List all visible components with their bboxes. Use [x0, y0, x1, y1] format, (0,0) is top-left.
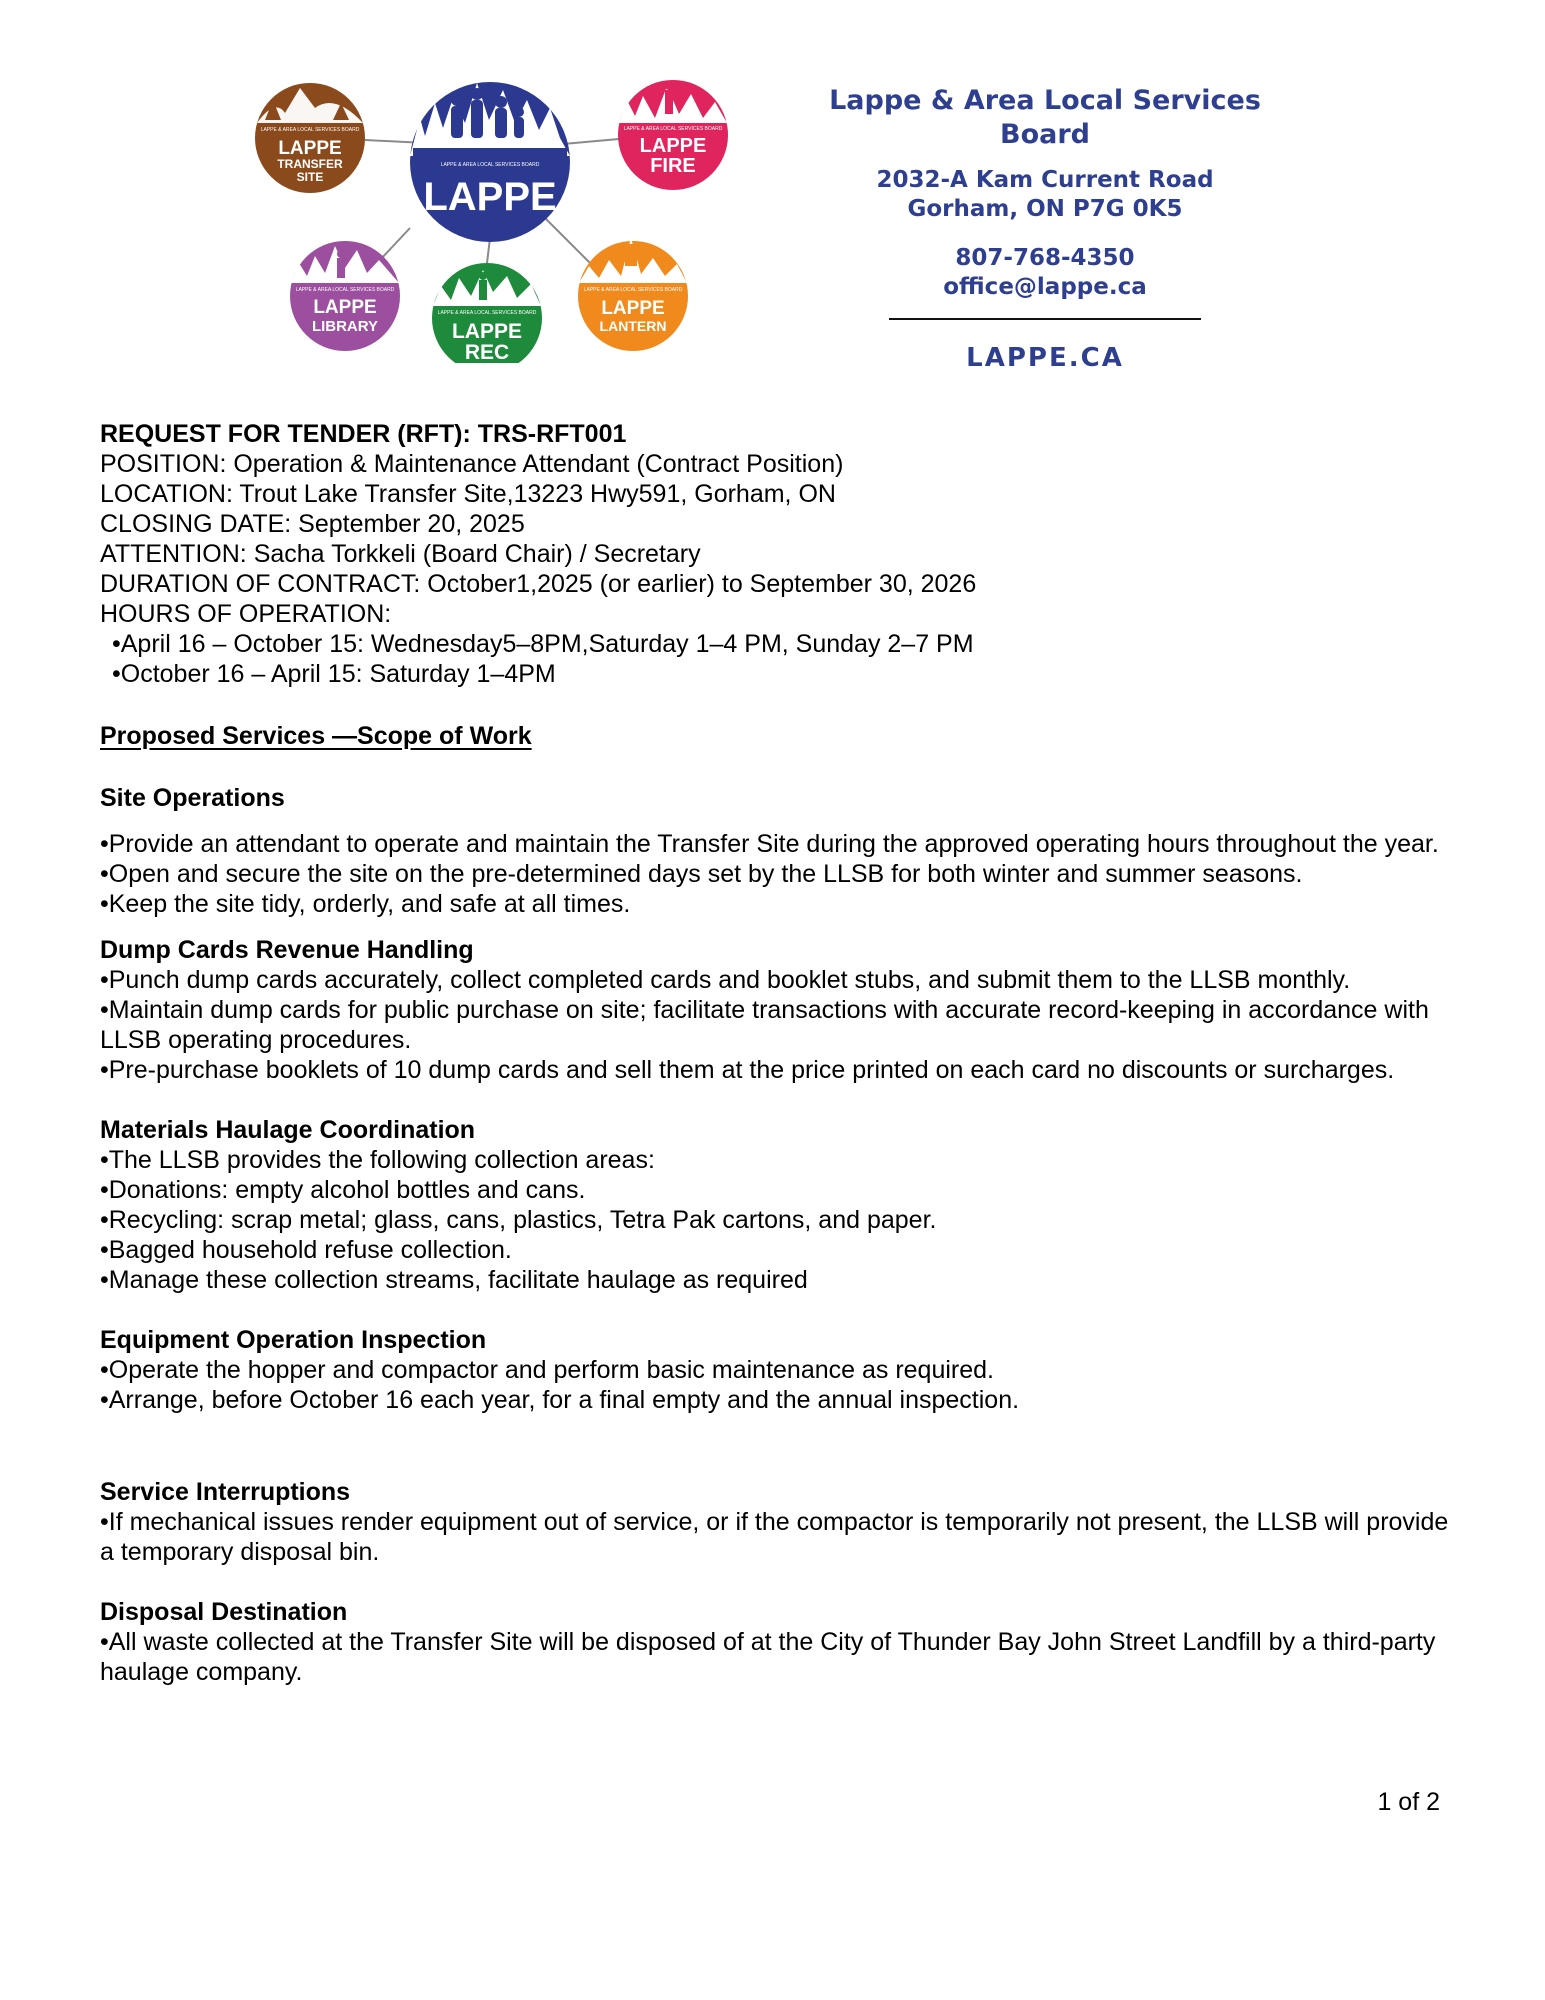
page-number: 1 of 2 — [1377, 1788, 1440, 1816]
organization-email: office@lappe.ca — [943, 274, 1147, 300]
organization-city: Gorham, ON P7G 0K5 — [907, 196, 1183, 222]
list-item: •If mechanical issues render equipment out of service, or if the compactor is temporarily not present, the LLSB will provide a temporary disposal bin. — [100, 1508, 1449, 1566]
rft-location: LOCATION: Trout Lake Transfer Site,13223 Hwy591, Gorham, ON — [100, 480, 836, 508]
svg-text:LAPPE: LAPPE — [423, 175, 557, 219]
rft-position: POSITION: Operation & Maintenance Attendant (Contract Position) — [100, 450, 844, 478]
list-item: •Provide an attendant to operate and maintain the Transfer Site during the approved operating hours throughout the year. — [100, 830, 1439, 858]
svg-text:LAPPE: LAPPE — [451, 320, 523, 343]
lappe-fire-logo — [618, 80, 728, 190]
rft-title: REQUEST FOR TENDER (RFT): TRS-RFT001 — [100, 420, 627, 448]
svg-text:LAPPE & AREA LOCAL SERVICES BO: LAPPE & AREA LOCAL SERVICES BOARD — [583, 287, 683, 293]
organization-name: Lappe & Area Local Services Board — [829, 85, 1261, 150]
rft-closing-date: CLOSING DATE: September 20, 2025 — [100, 510, 525, 538]
svg-text:LIBRARY: LIBRARY — [311, 318, 379, 335]
svg-text:LAPPE: LAPPE — [639, 135, 707, 157]
svg-text:LAPPE & AREA LOCAL SERVICES BO: LAPPE & AREA LOCAL SERVICES BOARD — [295, 287, 395, 293]
lappe-main-logo — [410, 82, 570, 242]
rft-duration: DURATION OF CONTRACT: October1,2025 (or earlier) to September 30, 2026 — [100, 570, 977, 598]
svg-text:REC: REC — [464, 341, 510, 363]
list-item: •Maintain dump cards for public purchase on site; facilitate transactions with accurate record-keeping in accordance with LLSB operating procedures. — [100, 996, 1429, 1054]
section-heading-site-operations: Site Operations — [100, 784, 285, 812]
list-item: •Keep the site tidy, orderly, and safe at all times. — [100, 890, 631, 918]
section-heading-dump-cards: Dump Cards Revenue Handling — [100, 936, 474, 964]
list-item: •Open and secure the site on the pre-determined days set by the LLSB for both winter and summer seasons. — [100, 860, 1303, 888]
document-body — [100, 419, 1460, 1687]
svg-text:TRANSFER: TRANSFER — [277, 157, 343, 171]
lappe-transfer-site-logo — [255, 83, 365, 193]
lappe-rec-logo — [432, 263, 542, 363]
scope-heading: Proposed Services —Scope of Work — [100, 722, 532, 750]
list-item: •Manage these collection streams, facilitate haulage as required — [100, 1266, 808, 1294]
list-item: •Arrange, before October 16 each year, for a final empty and the annual inspection. — [100, 1386, 1020, 1414]
section-heading-disposal: Disposal Destination — [100, 1598, 348, 1626]
section-heading-equipment: Equipment Operation Inspection — [100, 1326, 487, 1354]
logo-cluster — [245, 78, 745, 363]
section-heading-haulage: Materials Haulage Coordination — [100, 1116, 476, 1144]
rft-hours-summer: •April 16 – October 15: Wednesday5–8PM,Saturday 1–4 PM, Sunday 2–7 PM — [112, 630, 974, 658]
svg-text:LAPPE: LAPPE — [601, 298, 665, 319]
list-item: •The LLSB provides the following collection areas: — [100, 1146, 655, 1174]
list-item: •Recycling: scrap metal; glass, cans, plastics, Tetra Pak cartons, and paper. — [100, 1206, 937, 1234]
list-item: •Punch dump cards accurately, collect completed cards and booklet stubs, and submit them to the LLSB monthly. — [100, 966, 1351, 994]
svg-text:LAPPE & AREA LOCAL SERVICES BO: LAPPE & AREA LOCAL SERVICES BOARD — [440, 162, 540, 168]
list-item: •Bagged household refuse collection. — [100, 1236, 512, 1264]
rft-hours-label: HOURS OF OPERATION: — [100, 600, 392, 628]
svg-text:LAPPE: LAPPE — [313, 297, 377, 318]
svg-text:LAPPE: LAPPE — [278, 138, 342, 159]
organization-street: 2032-A Kam Current Road — [876, 167, 1214, 193]
rft-hours-winter: •October 16 – April 15: Saturday 1–4PM — [112, 660, 556, 688]
letterhead-divider — [889, 318, 1201, 320]
svg-text:SITE: SITE — [296, 170, 324, 184]
list-item: •Pre-purchase booklets of 10 dump cards and sell them at the price printed on each card no discounts or surcharges. — [100, 1056, 1395, 1084]
organization-phone: 807-768-4350 — [955, 245, 1135, 271]
lappe-library-logo — [290, 241, 400, 351]
svg-text:LAPPE & AREA LOCAL SERVICES BO: LAPPE & AREA LOCAL SERVICES BOARD — [437, 310, 537, 316]
letterhead-contact-block — [820, 84, 1270, 400]
rft-attention: ATTENTION: Sacha Torkkeli (Board Chair) / Secretary — [100, 540, 701, 568]
list-item: •Operate the hopper and compactor and perform basic maintenance as required. — [100, 1356, 994, 1384]
lappe-lantern-logo — [578, 238, 688, 351]
list-item: •All waste collected at the Transfer Site will be disposed of at the City of Thunder Bay John Street Landfill by a third-party haulage company. — [100, 1628, 1436, 1686]
svg-text:LAPPE & AREA LOCAL SERVICES BO: LAPPE & AREA LOCAL SERVICES BOARD — [260, 127, 360, 133]
section-heading-service-interruptions: Service Interruptions — [100, 1478, 351, 1506]
svg-text:LANTERN: LANTERN — [599, 318, 667, 334]
list-item: •Donations: empty alcohol bottles and cans. — [100, 1176, 586, 1204]
svg-text:LAPPE & AREA LOCAL SERVICES BO: LAPPE & AREA LOCAL SERVICES BOARD — [623, 126, 723, 132]
svg-text:FIRE: FIRE — [650, 155, 696, 177]
organization-website: LAPPE.CA — [966, 343, 1124, 373]
